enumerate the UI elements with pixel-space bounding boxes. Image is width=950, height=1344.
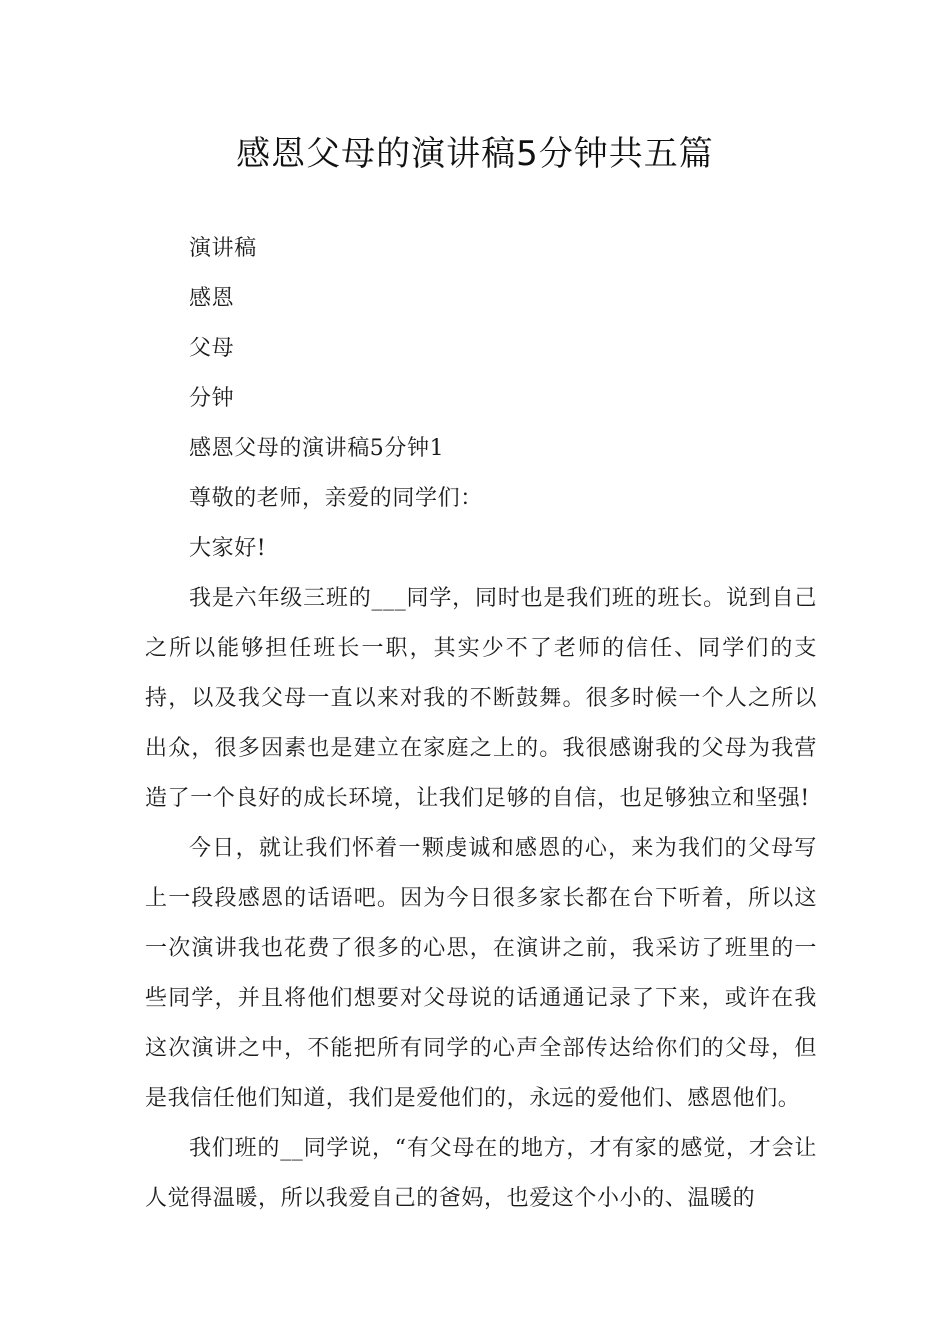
- paragraph: 尊敬的老师，亲爱的同学们：: [189, 486, 483, 511]
- paragraph: 感恩: [189, 286, 235, 311]
- paragraph: 感恩父母的演讲稿5分钟1: [189, 436, 445, 461]
- paragraph: 演讲稿: [189, 236, 257, 261]
- document-body: [145, 224, 817, 1224]
- paragraph: 今日，就让我们怀着一颗虔诚和感恩的心，来为我们的父母写上一段段感恩的话语吧。因为今日很多家长都在台下听着，所以这一次演讲我也花费了很多的心思，在演讲之前，我采访了班里的一些同学，并且将他们想要对父母说的话通通记录了下来，或许在我这次演讲之中，不能把所有同学的心声全部传达给你们的父母，但是我信任他们知道，我们是爱他们的，永远的爱他们、感恩他们。: [145, 836, 817, 1111]
- paragraph: 大家好!: [189, 536, 267, 561]
- document-title: 感恩父母的演讲稿5分钟共五篇: [236, 134, 714, 174]
- paragraph: 分钟: [189, 386, 235, 411]
- paragraph: 父母: [189, 336, 235, 361]
- paragraph: 我是六年级三班的___同学，同时也是我们班的班长。说到自己之所以能够担任班长一职，其实少不了老师的信任、同学们的支持，以及我父母一直以来对我的不断鼓舞。很多时候一个人之所以出众，很多因素也是建立在家庭之上的。我很感谢我的父母为我营造了一个良好的成长环境，让我们足够的自信，也足够独立和坚强!: [145, 586, 817, 811]
- paragraph: 我们班的__同学说，“有父母在的地方，才有家的感觉，才会让人觉得温暖，所以我爱自己的爸妈，也爱这个小小的、温暖的: [145, 1136, 817, 1211]
